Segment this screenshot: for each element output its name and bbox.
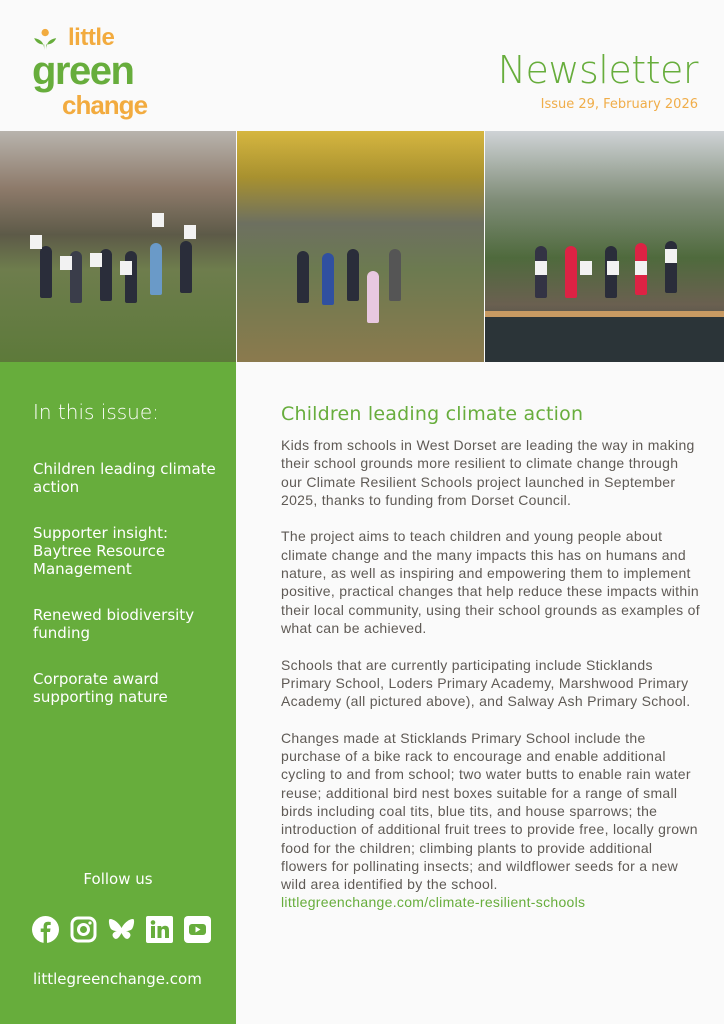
article-heading: Children leading climate action	[281, 403, 584, 425]
youtube-icon[interactable]	[184, 916, 211, 943]
photo-loders	[237, 131, 484, 362]
sidebar	[0, 362, 236, 1024]
article	[281, 402, 701, 912]
in-this-issue-heading: In this issue:	[33, 400, 159, 424]
article-paragraph: Schools that are currently participating include Sticklands Primary School, Loders Primary Academy, Marshwood Primary Academy (all pictured above), and Salway Ash Primary School.	[281, 656, 691, 710]
toc-item[interactable]: Children leading climate action	[33, 460, 216, 496]
social-links	[32, 916, 211, 943]
photo-sticklands	[0, 131, 236, 362]
linkedin-icon[interactable]	[146, 916, 173, 943]
website-link[interactable]: littlegreenchange.com	[33, 970, 202, 988]
bluesky-icon[interactable]	[108, 916, 135, 943]
project-link[interactable]: littlegreenchange.com/climate-resilient-schools	[281, 894, 586, 911]
toc-item[interactable]: Renewed biodiversity funding	[33, 606, 195, 642]
header	[0, 0, 724, 131]
toc-item[interactable]: Corporate award supporting nature	[33, 670, 168, 706]
table-of-contents	[33, 460, 223, 734]
sprout-icon	[32, 28, 62, 50]
follow-us-label: Follow us	[83, 870, 153, 888]
logo[interactable]	[32, 26, 182, 118]
logo-line-change: change	[62, 90, 148, 120]
issue-date: Issue 29, February 2026	[540, 97, 698, 112]
facebook-icon[interactable]	[32, 916, 59, 943]
instagram-icon[interactable]	[70, 916, 97, 943]
photo-marshwood	[485, 131, 724, 362]
article-paragraph: Kids from schools in West Dorset are leading the way in making their school grounds more resilient to climate change through our Climate Resilient Schools project launched in September 2025, thanks to funding from Dorset Council.	[281, 437, 695, 508]
logo-line-little: little	[68, 24, 115, 51]
logo-line-green: green	[32, 49, 134, 93]
toc-item[interactable]: Supporter insight: Baytree Resource Management	[33, 524, 169, 578]
article-paragraph: Changes made at Sticklands Primary School include the purchase of a bike rack to encourage and enable additional cycling to and from school; two water butts to enable rain water reuse; additional bird nest boxes suitable for a range of small birds including coal tits, blue tits, and house sparrows; the introduction of additional fruit trees to provide free, locally grown food for the children; climbing plants to provide additional flowers for pollinating insects; and wildflower seeds for a new wild area identified by the school.	[281, 729, 698, 893]
photo-strip	[0, 131, 724, 362]
newsletter-title: Newsletter	[497, 48, 698, 92]
article-paragraph: The project aims to teach children and young people about climate change and the many impacts this has on humans and nature, as well as inspiring and empowering them to implement positive, practical changes that help reduce these impacts within their local community, using their school grounds as examples of what can be achieved.	[281, 528, 700, 636]
